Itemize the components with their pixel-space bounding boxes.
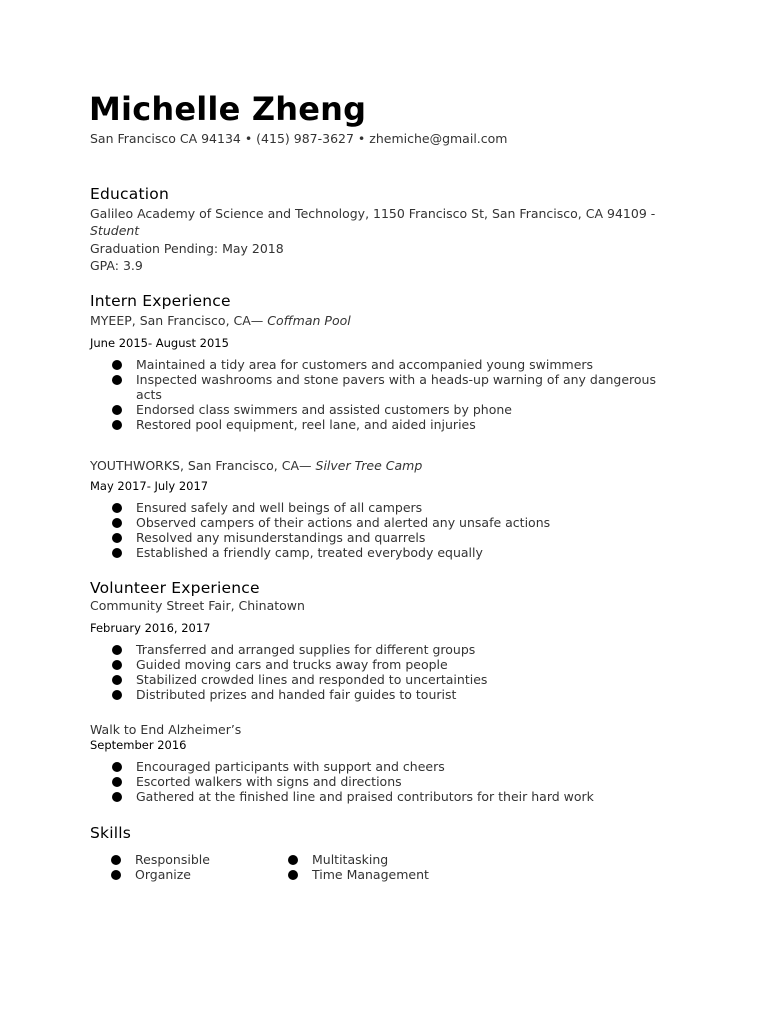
bullet-icon bbox=[112, 375, 122, 385]
intern-heading: Intern Experience bbox=[90, 292, 231, 310]
volunteer-event-name: Community Street Fair, Chinatown bbox=[90, 598, 305, 613]
list-item: Stabilized crowded lines and responded to uncertainties bbox=[112, 672, 676, 687]
bullet-icon bbox=[288, 855, 298, 865]
list-item: Maintained a tidy area for customers and accompanied young swimmers bbox=[112, 357, 676, 372]
skills-column-1 bbox=[111, 852, 285, 882]
list-item: Guided moving cars and trucks away from people bbox=[112, 657, 676, 672]
bullet-icon bbox=[112, 690, 122, 700]
volunteer-heading: Volunteer Experience bbox=[90, 579, 260, 597]
list-item: Transferred and arranged supplies for different groups bbox=[112, 642, 676, 657]
volunteer-event-dates: February 2016, 2017 bbox=[90, 621, 211, 635]
bullet-icon bbox=[112, 548, 122, 558]
list-item: Distributed prizes and handed fair guides to tourist bbox=[112, 687, 676, 702]
job-org: MYEEP, San Francisco, CA— bbox=[90, 313, 268, 328]
job-title bbox=[90, 458, 422, 473]
list-item: Inspected washrooms and stone pavers with a heads-up warning of any dangerous acts bbox=[112, 372, 676, 402]
job-place: Coffman Pool bbox=[267, 313, 351, 328]
skills-column-2 bbox=[288, 852, 462, 882]
volunteer-event-name: Walk to End Alzheimer’s bbox=[90, 722, 242, 737]
volunteer-event-dates: September 2016 bbox=[90, 738, 187, 752]
bullet-icon bbox=[112, 405, 122, 415]
contact-info: San Francisco CA 94134 • (415) 987-3627 • zhemiche@gmail.com bbox=[90, 131, 508, 146]
education-role: Student bbox=[90, 223, 140, 238]
bullet-icon bbox=[112, 777, 122, 787]
skill-item: Responsible bbox=[111, 852, 285, 867]
education-graduation: Graduation Pending: May 2018 bbox=[90, 241, 284, 256]
bullet-icon bbox=[112, 675, 122, 685]
education-school: Galileo Academy of Science and Technology, 1150 Francisco St, San Francisco, CA 94109 - bbox=[90, 206, 656, 221]
bullet-icon bbox=[112, 533, 122, 543]
list-item: Observed campers of their actions and alerted any unsafe actions bbox=[112, 515, 676, 530]
education-gpa: GPA: 3.9 bbox=[90, 258, 143, 273]
bullet-icon bbox=[111, 855, 121, 865]
job-duties-list bbox=[112, 357, 676, 432]
list-item: Restored pool equipment, reel lane, and aided injuries bbox=[112, 417, 676, 432]
resume-name: Michelle Zheng bbox=[89, 90, 367, 128]
job-org: YOUTHWORKS, San Francisco, CA— bbox=[90, 458, 316, 473]
job-place: Silver Tree Camp bbox=[315, 458, 423, 473]
list-item: Established a friendly camp, treated everybody equally bbox=[112, 545, 676, 560]
bullet-icon bbox=[288, 870, 298, 880]
skill-item: Time Management bbox=[288, 867, 462, 882]
bullet-icon bbox=[112, 645, 122, 655]
job-duties-list bbox=[112, 500, 676, 560]
list-item: Endorsed class swimmers and assisted customers by phone bbox=[112, 402, 676, 417]
bullet-icon bbox=[112, 660, 122, 670]
list-item: Escorted walkers with signs and directions bbox=[112, 774, 676, 789]
skill-item: Multitasking bbox=[288, 852, 462, 867]
job-dates: May 2017- July 2017 bbox=[90, 479, 209, 493]
list-item: Resolved any misunderstandings and quarrels bbox=[112, 530, 676, 545]
bullet-icon bbox=[112, 518, 122, 528]
list-item: Gathered at the finished line and praised contributors for their hard work bbox=[112, 789, 676, 804]
bullet-icon bbox=[112, 360, 122, 370]
bullet-icon bbox=[112, 762, 122, 772]
list-item: Ensured safely and well beings of all campers bbox=[112, 500, 676, 515]
skills-heading: Skills bbox=[90, 824, 132, 842]
education-heading: Education bbox=[90, 185, 169, 203]
skill-item: Organize bbox=[111, 867, 285, 882]
list-item: Encouraged participants with support and cheers bbox=[112, 759, 676, 774]
job-title bbox=[90, 313, 351, 328]
bullet-icon bbox=[112, 792, 122, 802]
bullet-icon bbox=[112, 420, 122, 430]
job-dates: June 2015- August 2015 bbox=[90, 336, 229, 350]
bullet-icon bbox=[111, 870, 121, 880]
volunteer-duties-list bbox=[112, 642, 676, 702]
bullet-icon bbox=[112, 503, 122, 513]
volunteer-duties-list bbox=[112, 759, 676, 804]
